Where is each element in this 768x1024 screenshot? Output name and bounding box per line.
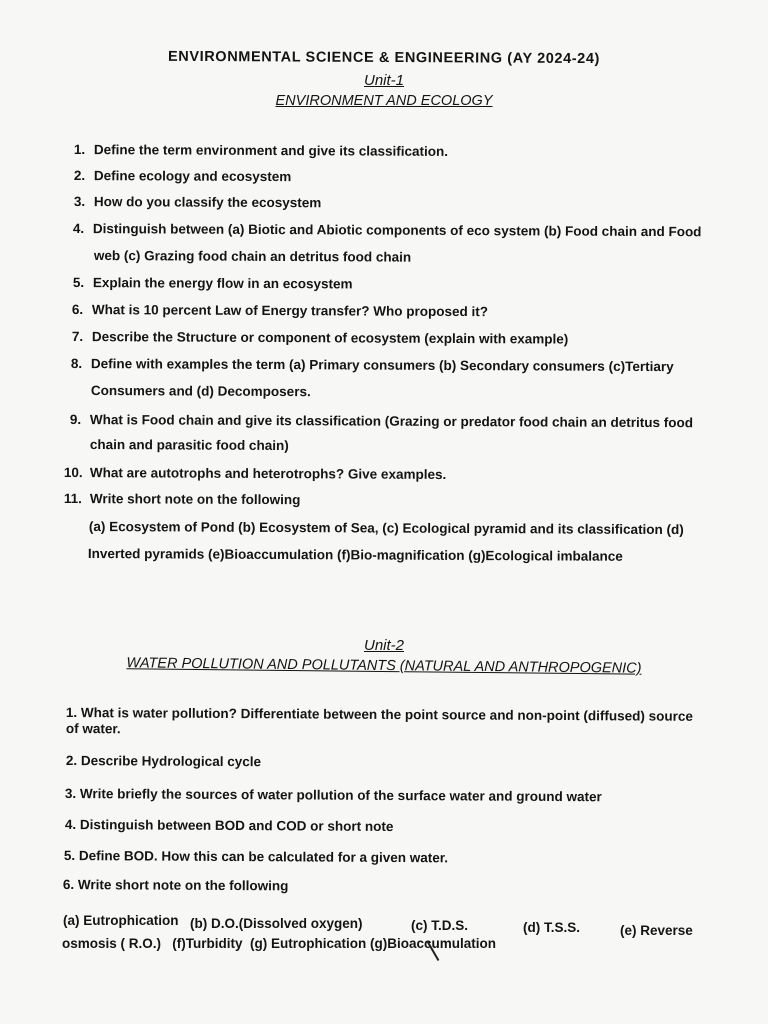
list-item: 5. Define BOD. How this can be calculated for a given water. [63,847,449,866]
unit1-label: Unit-1 [363,72,404,89]
document-title: ENVIRONMENTAL SCIENCE & ENGINEERING (AY 2024-24) [167,48,601,68]
list-item: 4. Distinguish between BOD and COD or short note [64,816,394,835]
option-c: (c) T.D.S. [411,918,469,933]
list-item-sub: Inverted pyramids (e)Bioaccumulation (f)Bio-magnification (g)Ecological imbalance [87,545,623,564]
list-item-continuation: web (c) Grazing food chain an detritus food chain [93,247,412,265]
list-item: 3. How do you classify the ecosystem [73,193,322,211]
list-item: 11. Write short note on the following [63,490,301,508]
list-item-continuation: chain and parasitic food chain) [89,436,289,454]
list-item: 8. Define with examples the term (a) Primary consumers (b) Secondary consumers (c)Tertiary [70,355,674,375]
list-item-sub: (a) Ecosystem of Pond (b) Ecosystem of Sea, (c) Ecological pyramid and its classification (d) [88,518,684,538]
list-item: 9. What is Food chain and give its classification (Grazing or predator food chain an detritus food [69,411,694,431]
list-item: 1. Define the term environment and give its classification. [73,141,449,159]
list-item-continuation: Consumers and (d) Decomposers. [90,382,311,400]
option-a: (a) Eutrophication [63,913,179,928]
options-row-2: osmosis ( R.O.) (f)Turbidity (g) Eutrophication (g)Bioaccumulation [62,936,496,951]
list-item: 2. Define ecology and ecosystem [73,167,292,185]
unit2-label: Unit-2 [363,637,404,654]
option-e: (e) Reverse [620,923,693,938]
option-d: (d) T.S.S. [523,920,580,935]
list-item: 6. What is 10 percent Law of Energy transfer? Who proposed it? [71,301,489,320]
list-item: 5. Explain the energy flow in an ecosystem [72,274,353,292]
list-item: 4. Distinguish between (a) Biotic and Abiotic components of eco system (b) Food chain and Food [72,220,702,240]
list-item: 3. Write briefly the sources of water pollution of the surface water and ground water [64,785,602,805]
option-b: (b) D.O.(Dissolved oxygen) [190,916,363,931]
list-item: 1. What is water pollution? Differentiate between the point source and non-point (diffused) source [65,704,693,724]
list-item: 7. Describe the Structure or component of ecosystem (explain with example) [71,328,569,347]
list-item-continuation: of water. [65,720,121,737]
list-item: 10. What are autotrophs and heterotrophs? Give examples. [63,464,447,483]
unit1-subtitle: ENVIRONMENT AND ECOLOGY [275,93,493,109]
list-item: 6. Write short note on the following [62,876,289,894]
list-item: 2. Describe Hydrological cycle [65,752,262,770]
unit2-subtitle: WATER POLLUTION AND POLLUTANTS (NATURAL AND ANTHROPOGENIC) [126,655,642,677]
